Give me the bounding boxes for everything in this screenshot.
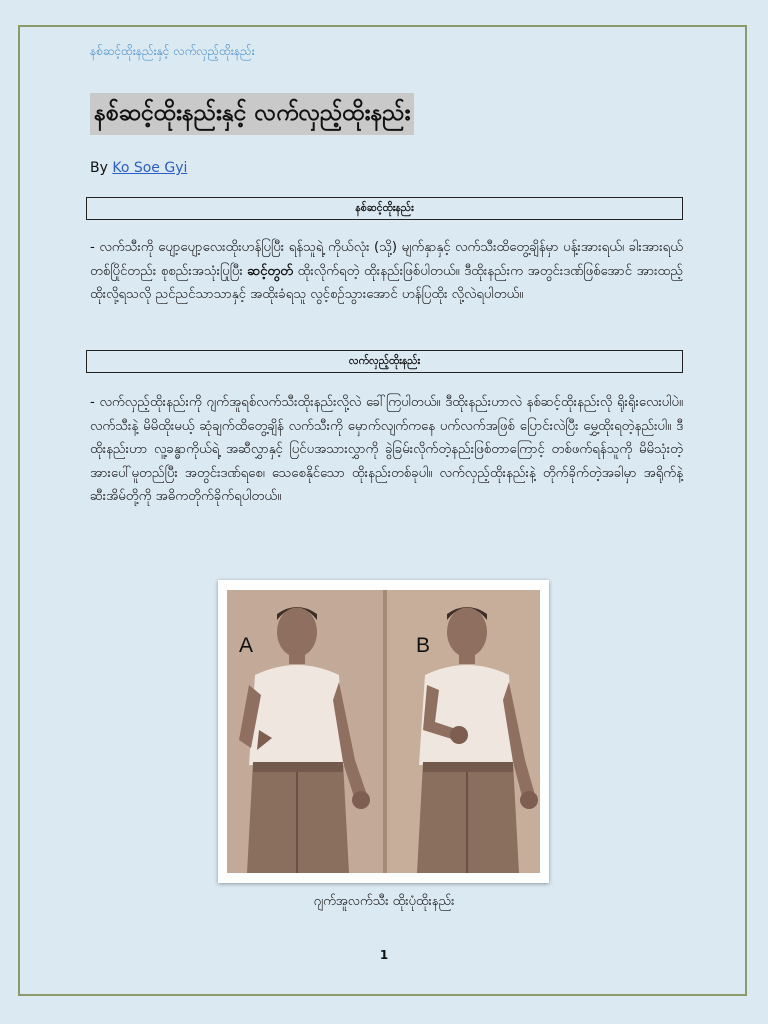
page-number: 1 [379,948,389,962]
punch-demonstration-photo [227,590,540,873]
paragraph-let-hlae: - လက်လှည့်ထိုးနည်းကို ဂျက်အူရစ်လက်သီးထိုးနည်းလို့လဲ ခေါ်ကြပါတယ်။ ဒီထိုးနည်းဟာလဲ နစ်ဆင့်ထိုးနည်းလို ရိုးရိုးလေးပါပဲ။ လက်သီးနဲ့ မိမိထိုးမယ့် ဆုံချက်ထိတွေ့ချိန် လက်သီးကို မှောက်လျက်ကနေ ပက်လက်အဖြစ် ပြောင်းလဲပြီး မွှေ့ထိုးရတဲ့နည်းပါ။ ဒီထိုးနည်းဟာ လူ့ခန္ဓာကိုယ်ရဲ့ အဆီလွှာနှင့် ပြင်ပအသားလွှာကို ခွဲခြမ်းလိုက်တဲ့နည်းဖြစ်တာကြောင့် တစ်ဖက်ရန်သူကို မိမိသုံးတဲ့ အားပေါ်မူတည်ပြီး အတွင်းဒဏ်ရစေ၊ သေစေနိုင်သော ထိုးနည်းတစ်ခုပါ။ လက်လှည့်ထိုးနည်းနဲ့ တိုက်ခိုက်တဲ့အခါမှာ အရိုက်နဲ့ ဆီးအိမ်တို့ကို အဓိကတိုက်ခိုက်ရပါတယ်။ [90,395,683,504]
paragraph-nit-hsin [90,236,683,307]
panel-label-b: B [416,634,431,657]
paragraph-text: ထိုးလိုက်ရတဲ့ ထိုးနည်းဖြစ်ပါတယ်။ ဒီထိုးနည်းက အတွင်းဒဏ်ဖြစ်အောင် အားထည့်ထိုးလို့ရသလို ညင်ညင်သာသာနှင့် အထိုးခံရသူ လွင့်စဉ်သွားအောင် ဟန်ပြထိုး လို့လဲရပါတယ်။ [90,263,683,302]
author-link[interactable]: Ko Soe Gyi [112,160,188,176]
panel-label-a: A [239,634,254,657]
section-heading-nit-hsin: နစ်ဆင့်ထိုးနည်း [86,197,683,220]
page-title: နစ်ဆင့်ထိုးနည်းနှင့် လက်လှည့်ထိုးနည်း [90,93,414,135]
figure-card [218,580,549,883]
paragraph-bold-term: ဆင့်တွတ် [247,263,294,279]
byline-prefix: By [90,160,113,176]
photo-illustration [227,590,540,873]
running-header: နစ်ဆင့်ထိုးနည်းနှင့် လက်လှည့်ထိုးနည်း [90,44,255,58]
byline [90,160,187,176]
figure-caption: ဂျက်အူလက်သီး ထိုးပုံထိုးနည်း [313,894,455,909]
paragraph-text: - လက်သီးကို ပျော့ပျော့လေးထိုးဟန်ပြပြီး ရန်သူရဲ့ ကိုယ်လုံး (သို့) မျက်နှာနှင့် လက်သီးထိတွေ့ချိန်မှာ ပန့်းအားရယ်၊ ခါးအားရယ် တစ်ပြိုင်တည်း စုစည်းအသုံးပြုပြီး [90,240,683,279]
section-heading-let-hlae: လက်လှည့်ထိုးနည်း [86,350,683,373]
